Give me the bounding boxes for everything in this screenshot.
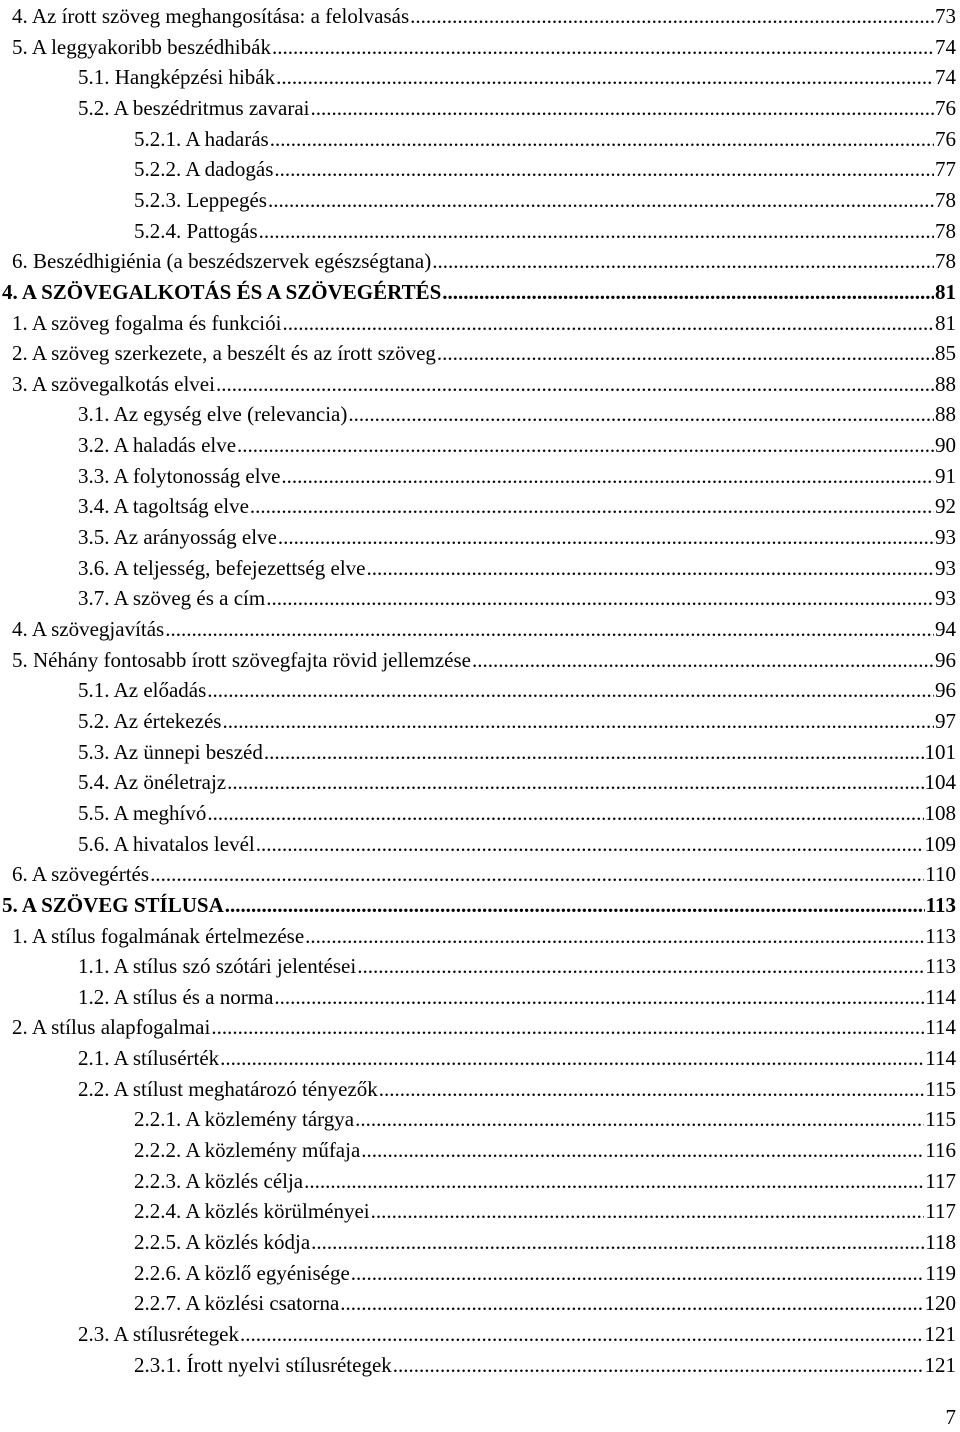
toc-entry-title: 5.2.3. Leppegés: [134, 187, 267, 212]
dot-leader: [227, 766, 923, 798]
toc-entry-title: 1. A stílus fogalmának értelmezése: [12, 923, 305, 948]
dot-leader: [371, 1195, 925, 1227]
dot-leader: [340, 1287, 923, 1319]
toc-entry-title: 5. Néhány fontosabb írott szövegfajta rövid jellemzése: [12, 647, 471, 672]
toc-entry-page: 108: [924, 800, 956, 825]
toc-entry-page: 78: [935, 187, 956, 212]
toc-entry-title: 2.2.3. A közlés célja: [134, 1168, 304, 1193]
toc-entry-page: 93: [935, 555, 956, 580]
toc-entry-title: 2.3. A stílusrétegek: [78, 1321, 239, 1346]
toc-entry[interactable]: [134, 215, 956, 247]
toc-entry-title: 3. A szövegalkotás elvei: [12, 371, 215, 396]
toc-entry-title: 3.3. A folytonosság elve: [78, 463, 281, 488]
toc-entry[interactable]: [12, 245, 956, 277]
dot-leader: [222, 705, 934, 737]
toc-entry-title: 3.2. A haladás elve: [78, 433, 237, 458]
toc-entry-page: 119: [925, 1260, 956, 1285]
toc-entry[interactable]: [78, 582, 956, 614]
toc-entry[interactable]: [12, 31, 956, 63]
toc-entry-page: 96: [935, 647, 956, 672]
toc-entry[interactable]: [134, 1103, 956, 1135]
toc-entry[interactable]: [78, 460, 956, 492]
dot-leader: [216, 368, 934, 400]
toc-entry-title: 2.2.5. A közlés kódja: [134, 1230, 311, 1254]
toc-entry-page: 78: [935, 218, 956, 243]
dot-leader: [348, 398, 934, 430]
dot-leader: [304, 1165, 924, 1197]
toc-entry-title: 6. Beszédhigiénia (a beszédszervek egészségtana): [12, 249, 432, 274]
toc-entry[interactable]: [78, 1042, 956, 1074]
toc-entry[interactable]: [134, 1257, 956, 1289]
dot-leader: [207, 674, 934, 706]
toc-entry[interactable]: [78, 521, 956, 553]
toc-entry-title: 3.7. A szöveg és a cím: [78, 586, 266, 611]
toc-entry-page: 121: [924, 1321, 956, 1346]
toc-entry[interactable]: [78, 705, 956, 737]
toc-entry[interactable]: [2, 889, 956, 921]
toc-entry[interactable]: [134, 1165, 956, 1197]
toc-entry-page: 77: [935, 157, 956, 182]
toc-entry[interactable]: [78, 950, 956, 982]
toc-entry-page: 113: [925, 892, 956, 917]
dot-leader: [355, 1103, 924, 1135]
dot-leader: [393, 1349, 924, 1381]
toc-entry-title: 5.2. A beszédritmus zavarai: [78, 95, 310, 120]
toc-entry[interactable]: [134, 1287, 956, 1319]
toc-entry-page: 101: [924, 739, 956, 764]
toc-entry-title: 2.2.4. A közlés körülményei: [134, 1199, 370, 1224]
toc-entry-page: 90: [935, 433, 956, 458]
toc-entry-page: 116: [925, 1138, 956, 1163]
toc-entry[interactable]: [134, 1134, 956, 1166]
dot-leader: [165, 613, 934, 645]
toc-entry[interactable]: [78, 552, 956, 584]
toc-entry[interactable]: [78, 674, 956, 706]
dot-leader: [268, 184, 934, 216]
toc-entry-title: 4. A szövegjavítás: [12, 617, 165, 641]
toc-entry-page: 78: [935, 249, 956, 274]
toc-entry[interactable]: [12, 858, 956, 890]
dot-leader: [281, 460, 934, 492]
dot-leader: [278, 521, 934, 553]
toc-entry-page: 94: [935, 617, 956, 641]
toc-entry[interactable]: [12, 613, 956, 645]
toc-entry-page: 76: [935, 126, 956, 151]
toc-entry[interactable]: [78, 1073, 956, 1105]
toc-entry-page: 88: [935, 402, 956, 427]
toc-entry-title: 3.5. Az arányosság elve: [78, 525, 277, 550]
toc-entry[interactable]: [134, 184, 956, 216]
toc-entry-title: 5.1. Hangképzési hibák: [78, 65, 276, 90]
toc-entry[interactable]: [12, 307, 956, 339]
toc-entry[interactable]: [78, 981, 956, 1013]
dot-leader: [351, 1257, 924, 1289]
dot-leader: [311, 1226, 924, 1258]
toc-entry-page: 118: [925, 1230, 956, 1254]
dot-leader: [259, 215, 934, 247]
toc-entry-page: 97: [935, 708, 956, 733]
dot-leader: [472, 644, 934, 676]
toc-entry-title: 5. A SZÖVEG STÍLUSA: [2, 892, 224, 917]
toc-entry-title: 5.2.2. A dadogás: [134, 157, 274, 182]
dot-leader: [240, 1318, 924, 1350]
dot-leader: [305, 920, 924, 952]
toc-entry-title: 5. A leggyakoribb beszédhibák: [12, 34, 271, 59]
toc-entry-page: 113: [925, 954, 956, 979]
toc-entry-title: 5.2.1. A hadarás: [134, 126, 269, 151]
toc-entry[interactable]: [78, 92, 956, 124]
toc-entry[interactable]: [78, 797, 956, 829]
toc-entry-page: 114: [925, 1015, 956, 1040]
toc-entry[interactable]: [12, 0, 956, 32]
dot-leader: [256, 828, 924, 860]
dot-leader: [366, 552, 934, 584]
toc-entry-title: 5.4. Az önéletrajz: [78, 770, 227, 795]
dot-leader: [225, 889, 925, 921]
dot-leader: [270, 123, 934, 155]
toc-entry[interactable]: [78, 736, 956, 768]
toc-entry-page: 114: [925, 1046, 956, 1071]
toc-entry[interactable]: [78, 398, 956, 430]
toc-entry-page: 114: [925, 984, 956, 1009]
dot-leader: [150, 858, 924, 890]
toc-entry-page: 85: [935, 341, 956, 366]
toc-entry-page: 115: [925, 1107, 956, 1132]
toc-entry-page: 115: [925, 1076, 956, 1101]
toc-entry[interactable]: [2, 276, 956, 308]
toc-entry-page: 121: [924, 1352, 956, 1377]
toc-entry-page: 74: [935, 34, 956, 59]
dot-leader: [211, 1011, 924, 1043]
dot-leader: [274, 981, 924, 1013]
toc-entry-page: 113: [925, 923, 956, 948]
toc-entry[interactable]: [78, 828, 956, 860]
toc-entry[interactable]: [78, 490, 956, 522]
toc-entry-page: 93: [935, 586, 956, 611]
toc-entry[interactable]: [12, 920, 956, 952]
toc-entry-title: 6. A szövegértés: [12, 862, 150, 887]
toc-entry-title: 2.3.1. Írott nyelvi stílusrétegek: [134, 1352, 392, 1377]
toc-entry-page: 81: [935, 279, 956, 304]
toc-entry[interactable]: [78, 429, 956, 461]
dot-leader: [432, 245, 934, 277]
toc-entry-page: 93: [935, 525, 956, 550]
dot-leader: [379, 1073, 924, 1105]
toc-entry-title: 4. A SZÖVEGALKOTÁS ÉS A SZÖVEGÉRTÉS: [2, 279, 442, 304]
toc-entry-title: 2.2. A stílust meghatározó tényezők: [78, 1076, 378, 1101]
toc-entry[interactable]: [134, 1226, 956, 1258]
toc-entry-title: 3.1. Az egység elve (relevancia): [78, 402, 348, 427]
toc-entry-title: 5.3. Az ünnepi beszéd: [78, 739, 263, 764]
toc-entry-title: 2.2.2. A közlemény műfaja: [134, 1138, 361, 1163]
toc-entry-page: 110: [925, 862, 956, 887]
toc-entry-title: 5.2.4. Pattogás: [134, 218, 258, 243]
dot-leader: [250, 490, 934, 522]
toc-entry-title: 5.6. A hivatalos levél: [78, 831, 255, 856]
dot-leader: [237, 429, 934, 461]
toc-entry[interactable]: [134, 1195, 956, 1227]
toc-entry-title: 3.4. A tagoltság elve: [78, 494, 249, 519]
dot-leader: [442, 276, 934, 308]
page-number: 7: [945, 1405, 956, 1429]
toc-entry[interactable]: [134, 123, 956, 155]
toc-entry-page: 117: [925, 1168, 956, 1193]
toc-entry-page: 104: [924, 770, 956, 795]
toc-entry[interactable]: [134, 1349, 956, 1381]
toc-entry[interactable]: [134, 153, 956, 185]
dot-leader: [274, 153, 934, 185]
dot-leader: [437, 337, 934, 369]
dot-leader: [276, 61, 934, 93]
toc-entry-page: 74: [935, 65, 956, 90]
toc-entry-page: 76: [935, 95, 956, 120]
toc-entry[interactable]: [12, 644, 956, 676]
toc-entry-title: 2.2.1. A közlemény tárgya: [134, 1107, 355, 1132]
toc-entry-page: 88: [935, 371, 956, 396]
dot-leader: [272, 31, 934, 63]
toc-entry-page: 92: [935, 494, 956, 519]
dot-leader: [357, 950, 924, 982]
toc-entry-title: 5.5. A meghívó: [78, 800, 207, 825]
toc-entry[interactable]: [78, 61, 956, 93]
toc-entry-page: 73: [935, 4, 956, 28]
toc-entry-title: 2. A stílus alapfogalmai: [12, 1015, 211, 1040]
dot-leader: [207, 797, 923, 829]
toc-entry[interactable]: [12, 368, 956, 400]
toc-entry-title: 2.1. A stílusérték: [78, 1046, 220, 1071]
toc-entry-title: 5.2. Az értekezés: [78, 708, 222, 733]
toc-entry-title: 2.2.6. A közlő egyénisége: [134, 1260, 350, 1285]
toc-entry-title: 3.6. A teljesség, befejezettség elve: [78, 555, 366, 580]
toc-entry[interactable]: [78, 1318, 956, 1350]
toc-entry-title: 5.1. Az előadás: [78, 678, 207, 703]
toc-entry-title: 4. Az írott szöveg meghangosítása: a felolvasás: [12, 4, 410, 28]
dot-leader: [220, 1042, 924, 1074]
dot-leader: [410, 0, 934, 32]
toc-entry-title: 2. A szöveg szerkezete, a beszélt és az írott szöveg: [12, 341, 436, 366]
toc-entry-title: 1. A szöveg fogalma és funkciói: [12, 310, 282, 335]
toc-entry-title: 2.2.7. A közlési csatorna: [134, 1291, 340, 1316]
toc-entry-page: 96: [935, 678, 956, 703]
toc-entry-page: 81: [935, 310, 956, 335]
toc-entry-title: 1.2. A stílus és a norma: [78, 984, 274, 1009]
dot-leader: [311, 92, 934, 124]
toc-entry-page: 109: [924, 831, 956, 856]
dot-leader: [264, 736, 924, 768]
toc-entry-page: 120: [924, 1291, 956, 1316]
toc-entry[interactable]: [78, 766, 956, 798]
dot-leader: [282, 307, 934, 339]
toc-entry-page: 91: [935, 463, 956, 488]
dot-leader: [361, 1134, 924, 1166]
dot-leader: [266, 582, 934, 614]
toc-entry-page: 117: [925, 1199, 956, 1224]
toc-entry[interactable]: [12, 1011, 956, 1043]
toc-entry[interactable]: [12, 337, 956, 369]
toc-entry-title: 1.1. A stílus szó szótári jelentései: [78, 954, 357, 979]
